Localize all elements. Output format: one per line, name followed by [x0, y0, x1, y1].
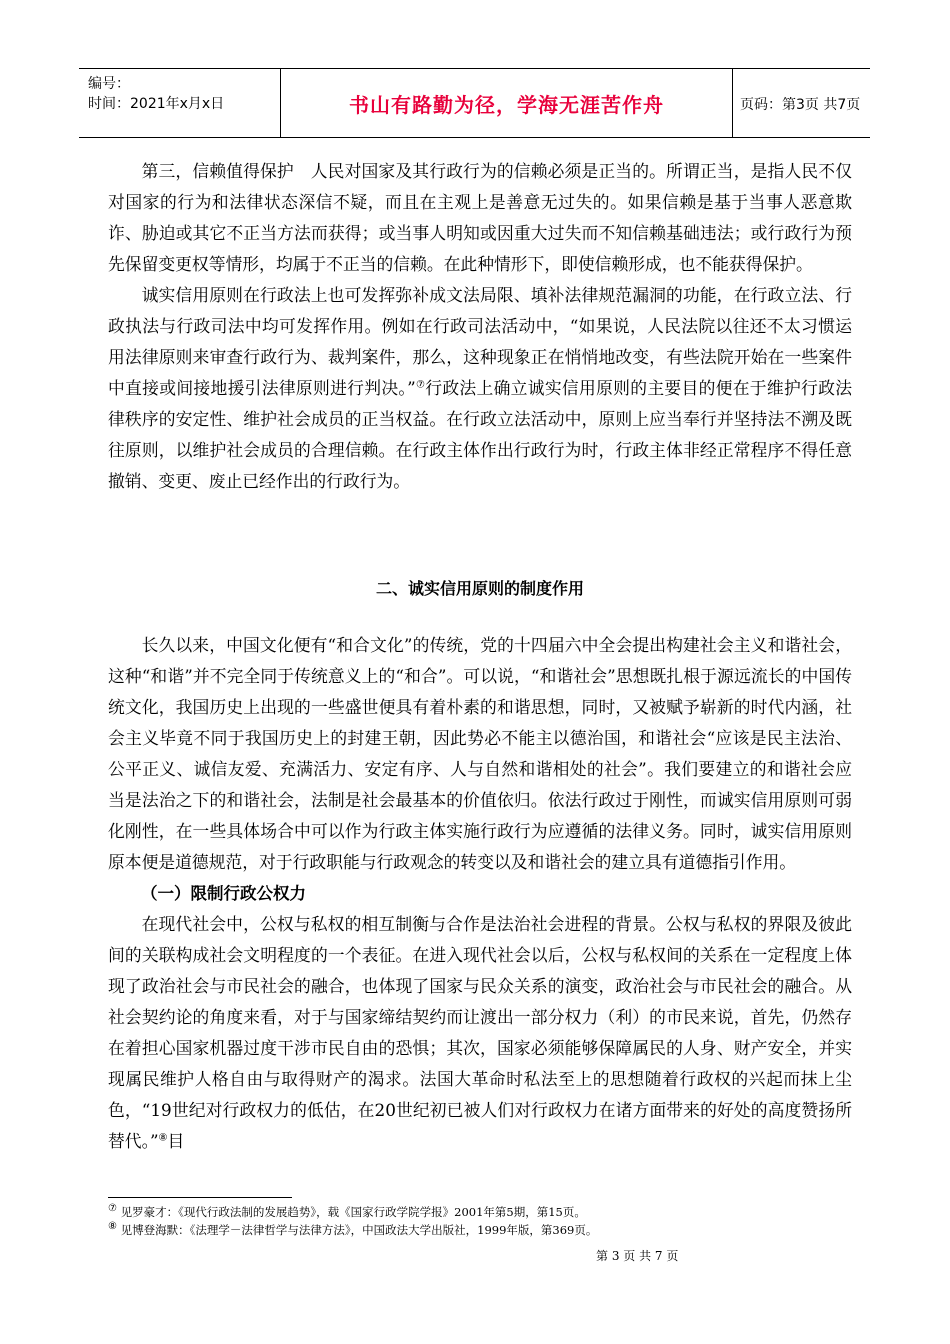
- footnote-7: [108, 1203, 868, 1221]
- paragraph-trust-protection: 第三，信赖值得保护 人民对国家及其行政行为的信赖必须是正当的。所谓正当，是指人民不仅对国家的行为和法律状态深信不疑，而且在主观上是善意无过失的。如果信赖是基于当事人恶意欺诈、胁迫或其它不正当方法而获得；或当事人明知或因重大过失而不知信赖基础违法；或行政行为预先保留变更权等情形，均属于不正当的信赖。在此种情形下，即使信赖形成，也不能获得保护。: [108, 161, 852, 274]
- subsection-title: （一）限制行政公权力: [141, 884, 306, 903]
- footnote-mark-7: ⑦: [108, 1203, 117, 1215]
- paragraph-harmonious-society: 长久以来，中国文化便有“和合文化”的传统，党的十四届六中全会提出构建社会主义和谐社会，这种“和谐”并不完全同于传统意义上的“和合”。可以说，“和谐社会”思想既扎根于源远流长的中国传统文化，我国历史上出现的一些盛世便具有着朴素的和谐思想，同时，又被赋予崭新的时代内涵，社会主义毕竟不同于我国历史上的封建王朝，因此势必不能主以德治国，和谐社会“应该是民主法治、公平正义、诚信友爱、充满活力、安定有序、人与自然和谐相处的社会”。我们要建立的和谐社会应当是法治之下的和谐社会，法制是社会最基本的价值依归。依法行政过于刚性，而诚实信用原则可弱化刚性，在一些具体场合中可以作为行政主体实施行政行为应遵循的法律义务。同时，诚实信用原则原本便是道德规范，对于行政职能与行政观念的转变以及和谐社会的建立具有道德指引作用。: [108, 635, 852, 872]
- paragraph-good-faith-text-b: 行政法上确立诚实信用原则的主要目的便在于维护行政法律秩序的安定性、维护社会成员的正当权益。在行政立法活动中，原则上应当奉行并坚持法不溯及既往原则，以维护社会成员的合理信赖。在行政主体作出行政行为时，行政主体非经正常程序不得任意撤销、变更、废止已经作出的行政行为。: [108, 378, 853, 491]
- header-page-cell: [732, 69, 870, 137]
- body-text-section: [108, 630, 852, 1157]
- footnote-ref-7[interactable]: ⑦: [415, 379, 426, 391]
- header-motto-cell: [280, 69, 733, 137]
- footnote-mark-8: ⑧: [108, 1221, 117, 1233]
- header-left-cell: [79, 69, 279, 137]
- paragraph-good-faith-function: [108, 280, 852, 497]
- paragraph-public-private-text-a: 在现代社会中，公权与私权的相互制衡与合作是法治社会进程的背景。公权与私权的界限及彼此间的关联构成社会文明程度的一个表征。在进入现代社会以后，公权与私权间的关系在一定程度上体现了政治社会与市民社会的融合，也体现了国家与民众关系的演变，政治社会与市民社会的融合。从社会契约论的角度来看，对于与国家缔结契约而让渡出一部分权力（利）的市民来说，首先，仍然存在着担心国家机器过度干涉市民自由的恐惧；其次，国家必须能够保障属民的人身、财产安全，并实现属民维护人格自由与取得财产的渴求。法国大革命时私法至上的思想随着行政权的兴起而抹上尘色，“19世纪对行政权力的低估，在20世纪初已被人们对行政权力在诸方面带来的好处的高度赞扬所替代。”: [108, 914, 852, 1151]
- footnote-8-text: 见博登海默：《法理学－法律哲学与法律方法》，中国政法大学出版社，1999年版，第369页。: [120, 1223, 598, 1237]
- paragraph-good-faith-text-a: 诚实信用原则在行政法上也可发挥弥补成文法局限、填补法律规范漏洞的功能，在行政立法、行政执法与行政司法中均可发挥作用。例如在行政司法活动中，“如果说，人民法院以往还不太习惯运用法律原则来审查行政行为、裁判案件，那么，这种现象正在悄悄地改变，有些法院开始在一些案件中直接或间接地援引法律原则进行判决。”: [108, 285, 852, 398]
- footnote-ref-8[interactable]: ⑧: [158, 1132, 168, 1144]
- footnote-7-text: 见罗豪才：《现代行政法制的发展趋势》，载《国家行政学院学报》2001年第5期，第15页。: [120, 1205, 586, 1219]
- document-header: [79, 68, 870, 138]
- body-text-top: [108, 156, 852, 497]
- page-footer: 第 3 页 共 7 页: [596, 1249, 679, 1263]
- footnote-8: [108, 1221, 868, 1239]
- paragraph-public-private-text-b: 目: [167, 1131, 185, 1151]
- paragraph-public-private-power: [108, 909, 852, 1157]
- document-number-label: 编号：: [88, 76, 130, 92]
- header-page-info: 页码：第3页 共7页: [740, 97, 861, 113]
- document-date: 时间：2021年x月x日: [88, 96, 225, 112]
- header-motto: 书山有路勤为径，学海无涯苦作舟: [349, 93, 664, 117]
- footnotes: [108, 1203, 868, 1239]
- section-title: 二、诚实信用原则的制度作用: [375, 579, 584, 598]
- footnote-divider: [108, 1197, 292, 1198]
